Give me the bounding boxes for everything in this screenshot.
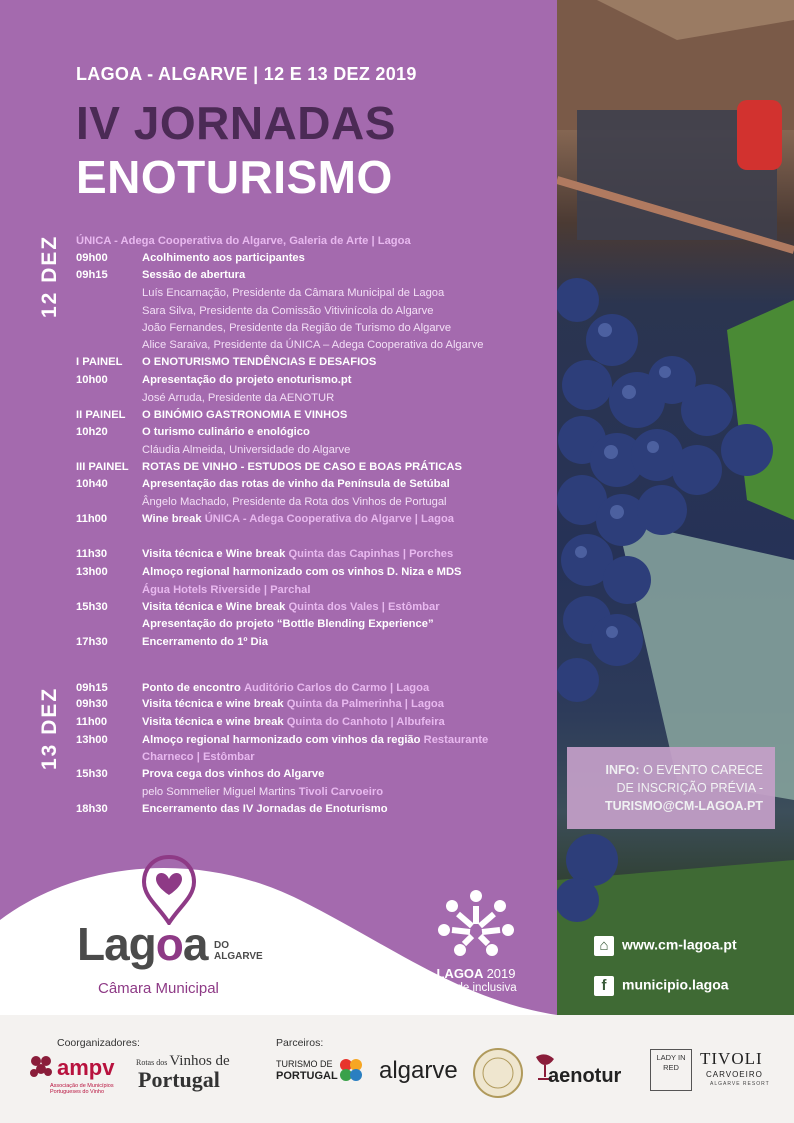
schedule-desc: Luís Encarnação, Presidente da Câmara Municipal de Lagoa <box>142 287 445 299</box>
facebook-icon: f <box>594 976 614 996</box>
title-line-1: IV JORNADAS <box>76 97 396 149</box>
turismo-portugal-icon <box>336 1055 366 1085</box>
lagoa-wordmark <box>77 917 207 971</box>
schedule-text <box>142 751 255 764</box>
schedule-text <box>142 356 376 369</box>
lagoa-do-algarve <box>214 940 263 962</box>
ampv-subtitle: Associação de Municípios Portugueses do Vinho <box>50 1083 114 1095</box>
schedule-time: II PAINEL <box>76 409 126 421</box>
schedule-text <box>142 426 310 439</box>
schedule-text <box>142 322 451 335</box>
inclusive-lagoa: LAGOA <box>436 966 483 981</box>
schedule-venue: Água Hotels Riverside | Parchal <box>142 584 311 596</box>
schedule-text <box>142 252 305 265</box>
schedule-text <box>142 682 429 695</box>
schedule-desc: Prova cega dos vinhos do Algarve <box>142 768 325 780</box>
schedule-text <box>142 584 311 597</box>
rotas-dos: Rotas dos <box>136 1058 168 1067</box>
schedule-time: 09h15 <box>76 269 108 281</box>
info-text-1: O EVENTO CARECE <box>643 763 763 777</box>
schedule-text <box>142 716 445 729</box>
schedule-desc: Alice Saraiva, Presidente da ÚNICA – Adega Cooperativa do Algarve <box>142 339 484 351</box>
schedule-desc: Encerramento das IV Jornadas de Enoturismo <box>142 803 388 815</box>
schedule-text <box>76 235 411 248</box>
schedule-time: 17h30 <box>76 636 108 648</box>
schedule-venue: Quinta do Canhoto | Albufeira <box>286 716 445 728</box>
schedule-text <box>142 374 351 387</box>
rotas-portugal: Portugal <box>138 1067 220 1092</box>
schedule-text <box>142 803 388 816</box>
home-icon: ⌂ <box>594 936 614 956</box>
schedule-text <box>142 734 488 747</box>
schedule-time: 10h00 <box>76 374 108 386</box>
schedule-text <box>142 409 347 422</box>
schedule-text <box>142 601 440 614</box>
tivoli-carvoeiro: CARVOEIRO <box>706 1070 763 1079</box>
schedule-desc: Ângelo Machado, Presidente da Rota dos Vinhos de Portugal <box>142 496 447 508</box>
schedule-text <box>142 478 450 491</box>
info-box <box>567 747 775 829</box>
schedule-desc: Almoço regional harmonizado com vinhos da região <box>142 734 421 746</box>
schedule-venue: Quinta da Palmerinha | Lagoa <box>286 698 444 710</box>
schedule-desc: Visita técnica e wine break <box>142 716 284 728</box>
coorg-label: Coorganizadores: <box>57 1037 140 1049</box>
facebook-link[interactable] <box>594 976 729 996</box>
lagoa-pin-icon <box>141 855 197 925</box>
schedule-desc: Apresentação do projeto “Bottle Blending Experience” <box>142 618 434 630</box>
schedule-desc: Sara Silva, Presidente da Comissão Vitivinícola do Algarve <box>142 305 434 317</box>
schedule-time: 13h00 <box>76 566 108 578</box>
schedule-desc: Visita técnica e Wine break <box>142 548 286 560</box>
rotas-vinhos: Vinhos de <box>169 1053 230 1069</box>
schedule-venue: Auditório Carlos do Carmo | Lagoa <box>243 682 430 694</box>
website-link[interactable] <box>594 936 737 956</box>
schedule-desc: Wine break <box>142 513 202 525</box>
info-text-2: DE INSCRIÇÃO PRÉVIA - <box>616 781 763 795</box>
schedule-desc: O ENOTURISMO TENDÊNCIAS E DESAFIOS <box>142 356 377 368</box>
lagoa-wordmark-end: a <box>182 918 208 970</box>
schedule-text <box>142 698 444 711</box>
lagoa-algarve: ALGARVE <box>214 951 263 962</box>
website-text: www.cm-lagoa.pt <box>622 936 737 953</box>
schedule-time: 09h30 <box>76 698 108 710</box>
schedule-time: III PAINEL <box>76 461 129 473</box>
facebook-text: municipio.lagoa <box>622 976 729 993</box>
schedule-desc: Cláudia Almeida, Universidade do Algarve <box>142 444 351 456</box>
schedule-venue: Quinta dos Vales | Estômbar <box>288 601 440 613</box>
info-label: INFO: <box>605 763 640 777</box>
schedule-text <box>142 461 462 474</box>
schedule-desc: ROTAS DE VINHO - ESTUDOS DE CASO E BOAS PRÁTICAS <box>142 461 462 473</box>
schedule-desc: Visita técnica e wine break <box>142 698 284 710</box>
title-line-2: ENOTURISMO <box>76 151 393 203</box>
schedule-time: I PAINEL <box>76 356 123 368</box>
schedule-time: 11h00 <box>76 716 108 728</box>
event-subtitle: LAGOA - ALGARVE | 12 E 13 DEZ 2019 <box>76 64 417 84</box>
schedule-text <box>142 287 444 300</box>
turismo-de: TURISMO DE <box>276 1059 333 1069</box>
schedule-text <box>142 636 268 649</box>
schedule-text <box>142 548 453 561</box>
inclusive-city-icon <box>436 888 516 960</box>
schedule-time: 15h30 <box>76 601 108 613</box>
turismo-portugal: PORTUGAL <box>276 1070 338 1082</box>
day2-label: 13 DEZ <box>38 686 61 770</box>
inclusive-subtitle: cidade inclusiva <box>435 982 517 994</box>
schedule-text <box>142 269 245 282</box>
schedule-text <box>142 392 334 405</box>
lagoa-wordmark-text: Lag <box>77 918 156 970</box>
schedule-desc: Almoço regional harmonizado com os vinhos D. Niza e MDS <box>142 566 462 578</box>
camara-municipal: Câmara Municipal <box>98 980 219 997</box>
schedule-text <box>142 496 447 509</box>
schedule-text <box>142 618 434 631</box>
schedule-venue: Restaurante <box>423 734 489 746</box>
schedule-venue: Charneco | Estômbar <box>142 751 255 763</box>
schedule-time: 10h20 <box>76 426 108 438</box>
footer-partners <box>0 1015 794 1123</box>
schedule-text <box>142 444 350 457</box>
lagoa-do: DO <box>214 940 229 951</box>
schedule-time: 10h40 <box>76 478 108 490</box>
ampv-logo: ampv <box>57 1055 115 1080</box>
schedule-desc: Apresentação das rotas de vinho da Península de Setúbal <box>142 478 450 490</box>
info-line-1 <box>567 747 775 779</box>
schedule-desc: O turismo culinário e enológico <box>142 426 310 438</box>
schedule-text <box>142 566 462 579</box>
info-email[interactable]: TURISMO@CM-LAGOA.PT <box>604 799 763 813</box>
inclusive-title <box>430 966 522 981</box>
schedule-time: 13h00 <box>76 734 108 746</box>
schedule-venue: ÚNICA - Adega Cooperativa do Algarve | Lagoa <box>204 513 454 525</box>
schedule-time: 09h00 <box>76 252 108 264</box>
schedule-desc: O BINÓMIO GASTRONOMIA E VINHOS <box>142 409 348 421</box>
schedule-desc: João Fernandes, Presidente da Região de Turismo do Algarve <box>142 322 452 334</box>
schedule-time: 09h15 <box>76 682 108 694</box>
lady-in-red-logo: LADY IN RED <box>650 1049 692 1091</box>
schedule-desc: Apresentação do projeto enoturismo.pt <box>142 374 352 386</box>
schedule-text <box>142 339 483 352</box>
tivoli-logo: TIVOLI <box>700 1049 763 1068</box>
schedule-text <box>142 305 433 318</box>
schedule-venue: Quinta das Capinhas | Porches <box>288 548 454 560</box>
seal-icon <box>472 1047 524 1099</box>
schedule-time: 11h00 <box>76 513 108 525</box>
schedule-desc: Visita técnica e Wine break <box>142 601 286 613</box>
lagoa-o-heart: o <box>155 918 183 970</box>
schedule-desc: Ponto de encontro <box>142 682 241 694</box>
schedule-desc: Encerramento do 1º Dia <box>142 636 268 648</box>
schedule-text <box>142 513 454 526</box>
schedule-time: 11h30 <box>76 548 108 560</box>
schedule-desc: Acolhimento aos participantes <box>142 252 305 264</box>
schedule-time: 18h30 <box>76 803 108 815</box>
schedule-text <box>142 768 324 781</box>
ampv-grape-icon <box>28 1053 58 1083</box>
schedule-desc: pelo Sommelier Miguel Martins <box>142 786 296 798</box>
schedule-venue: Tivoli Carvoeiro <box>298 786 384 798</box>
schedule-time: 15h30 <box>76 768 108 780</box>
schedule-text <box>142 786 383 799</box>
day1-label: 12 DEZ <box>38 234 61 318</box>
schedule-desc: Sessão de abertura <box>142 269 246 281</box>
inclusive-year: 2019 <box>486 966 516 981</box>
schedule-desc: José Arruda, Presidente da AENOTUR <box>142 392 335 404</box>
algarve-logo: algarve <box>379 1057 458 1084</box>
schedule-venue: ÚNICA - Adega Cooperativa do Algarve, Galeria de Arte | Lagoa <box>76 235 411 247</box>
grape-illustration <box>557 0 794 1015</box>
aenotur-logo: aenotur <box>548 1065 622 1087</box>
parceiros-label: Parceiros: <box>276 1037 324 1049</box>
tivoli-resort: ALGARVE RESORT <box>710 1081 770 1087</box>
